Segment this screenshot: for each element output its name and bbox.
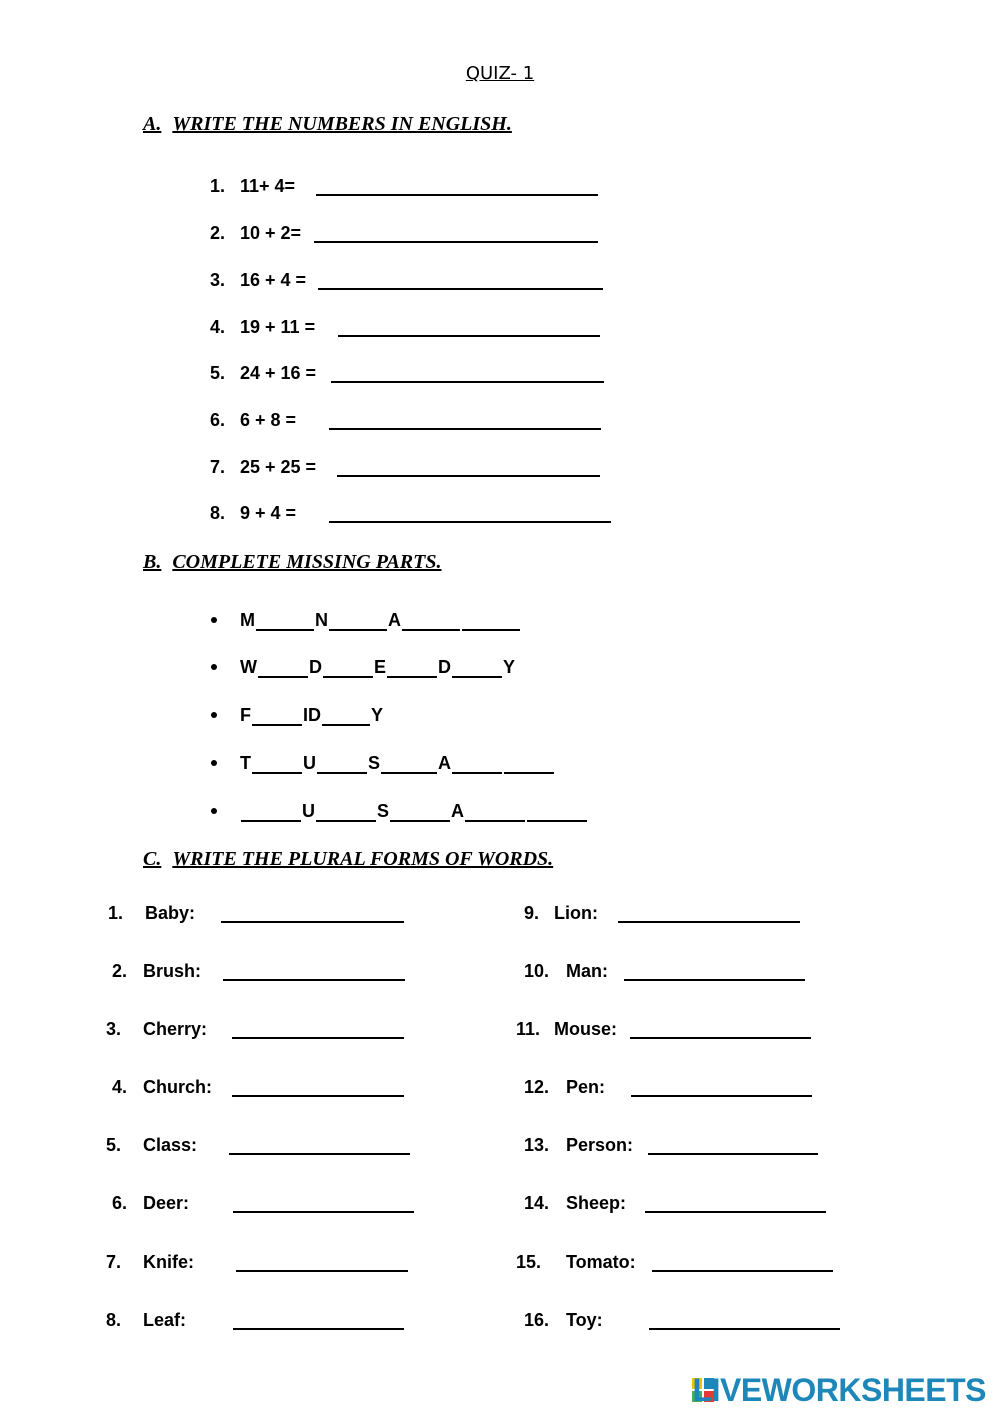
answer-blank[interactable] [337, 475, 600, 477]
plural-answer-blank[interactable] [652, 1270, 833, 1272]
plural-item-word: Lion: [554, 903, 598, 923]
answer-blank[interactable] [318, 288, 603, 290]
letter-blank[interactable] [462, 613, 520, 631]
plural-item-word: Mouse: [554, 1019, 617, 1039]
given-letter: A [451, 801, 465, 821]
math-item-number: 6. [210, 410, 226, 430]
plural-answer-blank[interactable] [221, 921, 404, 923]
math-item-expression: 6 + 8 = [240, 410, 297, 430]
given-letter: E [374, 657, 387, 677]
letter-blank[interactable] [527, 804, 587, 822]
plural-item-number: 8. [106, 1310, 122, 1330]
given-letter: A [388, 610, 401, 630]
plural-answer-blank[interactable] [649, 1328, 840, 1330]
plural-answer-blank[interactable] [648, 1153, 818, 1155]
plural-item-number: 4. [112, 1077, 128, 1097]
missing-word-row [240, 801, 588, 822]
plural-answer-blank[interactable] [630, 1037, 811, 1039]
plural-item-number: 10. [524, 961, 550, 981]
math-item-expression: 25 + 25 = [240, 457, 317, 477]
missing-word-row [240, 610, 521, 631]
given-letter: ID [303, 705, 321, 725]
section-b-heading [143, 551, 441, 574]
page-title: QUIZ- 1 [465, 63, 535, 84]
letter-blank[interactable] [252, 756, 302, 774]
missing-word-row [240, 705, 383, 726]
answer-blank[interactable] [329, 428, 601, 430]
math-item-expression: 19 + 11 = [240, 317, 316, 337]
plural-item-number: 2. [112, 961, 128, 981]
math-item-expression: 9 + 4 = [240, 503, 297, 523]
plural-item-number: 11. [516, 1019, 541, 1039]
letter-blank[interactable] [452, 756, 502, 774]
given-letter: S [377, 801, 390, 821]
math-item-number: 2. [210, 223, 226, 243]
math-item-number: 4. [210, 317, 226, 337]
given-letter: U [302, 801, 315, 821]
letter-blank[interactable] [387, 660, 437, 678]
answer-blank[interactable] [329, 521, 611, 523]
plural-item-word: Church: [143, 1077, 212, 1097]
letter-blank[interactable] [402, 613, 460, 631]
plural-item-number: 7. [106, 1252, 122, 1272]
given-letter: T [240, 753, 251, 773]
plural-item-number: 6. [112, 1193, 128, 1213]
letter-blank[interactable] [329, 613, 387, 631]
answer-blank[interactable] [338, 335, 600, 337]
plural-item-number: 9. [524, 903, 540, 923]
plural-item-word: Person: [566, 1135, 634, 1155]
letter-blank[interactable] [317, 756, 367, 774]
given-letter: D [309, 657, 322, 677]
plural-item-word: Toy: [566, 1310, 603, 1330]
section-b-title: COMPLETE MISSING PARTS. [172, 551, 442, 573]
given-letter: S [368, 753, 381, 773]
plural-item-word: Man: [566, 961, 608, 981]
plural-item-word: Class: [143, 1135, 198, 1155]
letter-blank[interactable] [381, 756, 437, 774]
plural-answer-blank[interactable] [232, 1095, 404, 1097]
plural-item-number: 14. [524, 1193, 550, 1213]
math-item-number: 5. [210, 363, 226, 383]
answer-blank[interactable] [316, 194, 598, 196]
plural-answer-blank[interactable] [618, 921, 800, 923]
plural-item-number: 12. [524, 1077, 550, 1097]
letter-blank[interactable] [322, 708, 370, 726]
plural-item-word: Knife: [143, 1252, 194, 1272]
given-letter: A [438, 753, 452, 773]
bullet-point [211, 664, 217, 670]
plural-answer-blank[interactable] [631, 1095, 812, 1097]
missing-word-row [240, 753, 555, 774]
math-item-expression: 11+ 4= [240, 176, 296, 196]
plural-answer-blank[interactable] [624, 979, 805, 981]
section-b-letter: B. [143, 551, 162, 573]
math-item-expression: 24 + 16 = [240, 363, 317, 383]
letter-blank[interactable] [465, 804, 525, 822]
bullet-point [211, 808, 217, 814]
bullet-point [211, 712, 217, 718]
plural-item-number: 15. [516, 1252, 542, 1272]
plural-item-word: Tomato: [566, 1252, 636, 1272]
letter-blank[interactable] [390, 804, 450, 822]
plural-item-word: Leaf: [143, 1310, 187, 1330]
section-c-letter: C. [143, 848, 162, 870]
letter-blank[interactable] [241, 804, 301, 822]
section-a-letter: A. [143, 113, 162, 135]
math-item-expression: 16 + 4 = [240, 270, 307, 290]
plural-item-number: 13. [524, 1135, 550, 1155]
plural-item-number: 16. [524, 1310, 550, 1330]
given-letter: N [315, 610, 328, 630]
plural-item-word: Sheep: [566, 1193, 627, 1213]
section-c-title: WRITE THE PLURAL FORMS OF WORDS. [172, 848, 554, 870]
letter-blank[interactable] [258, 660, 308, 678]
given-letter: M [240, 610, 255, 630]
given-letter: U [303, 753, 316, 773]
plural-answer-blank[interactable] [233, 1328, 404, 1330]
answer-blank[interactable] [331, 381, 604, 383]
given-letter: W [240, 657, 257, 677]
letter-blank[interactable] [256, 613, 314, 631]
plural-item-number: 1. [108, 903, 124, 923]
plural-item-number: 3. [106, 1019, 122, 1039]
plural-answer-blank[interactable] [232, 1037, 404, 1039]
plural-item-number: 5. [106, 1135, 122, 1155]
given-letter: D [438, 657, 452, 677]
bullet-point [211, 760, 217, 766]
plural-answer-blank[interactable] [223, 979, 405, 981]
letter-blank[interactable] [452, 660, 502, 678]
math-item-number: 8. [210, 503, 226, 523]
math-item-number: 7. [210, 457, 226, 477]
math-item-number: 1. [210, 176, 226, 196]
plural-answer-blank[interactable] [236, 1270, 408, 1272]
answer-blank[interactable] [314, 241, 598, 243]
given-letter: Y [371, 705, 384, 725]
plural-answer-blank[interactable] [233, 1211, 414, 1213]
liveworksheets-watermark: LIVEWORKSHEETS [692, 1372, 986, 1408]
letter-blank[interactable] [323, 660, 373, 678]
bullet-point [211, 617, 217, 623]
math-item-expression: 10 + 2= [240, 223, 302, 243]
plural-item-word: Baby: [145, 903, 196, 923]
letter-blank[interactable] [316, 804, 376, 822]
section-a-title: WRITE THE NUMBERS IN ENGLISH. [172, 113, 512, 135]
section-a-heading [143, 113, 512, 136]
plural-answer-blank[interactable] [645, 1211, 826, 1213]
letter-blank[interactable] [504, 756, 554, 774]
plural-item-word: Pen: [566, 1077, 606, 1097]
math-item-number: 3. [210, 270, 226, 290]
given-letter: F [240, 705, 251, 725]
section-c-heading [143, 848, 553, 871]
plural-item-word: Brush: [143, 961, 201, 981]
given-letter: Y [503, 657, 516, 677]
plural-answer-blank[interactable] [229, 1153, 410, 1155]
plural-item-word: Cherry: [143, 1019, 208, 1039]
letter-blank[interactable] [252, 708, 302, 726]
plural-item-word: Deer: [143, 1193, 190, 1213]
missing-word-row [240, 657, 515, 678]
